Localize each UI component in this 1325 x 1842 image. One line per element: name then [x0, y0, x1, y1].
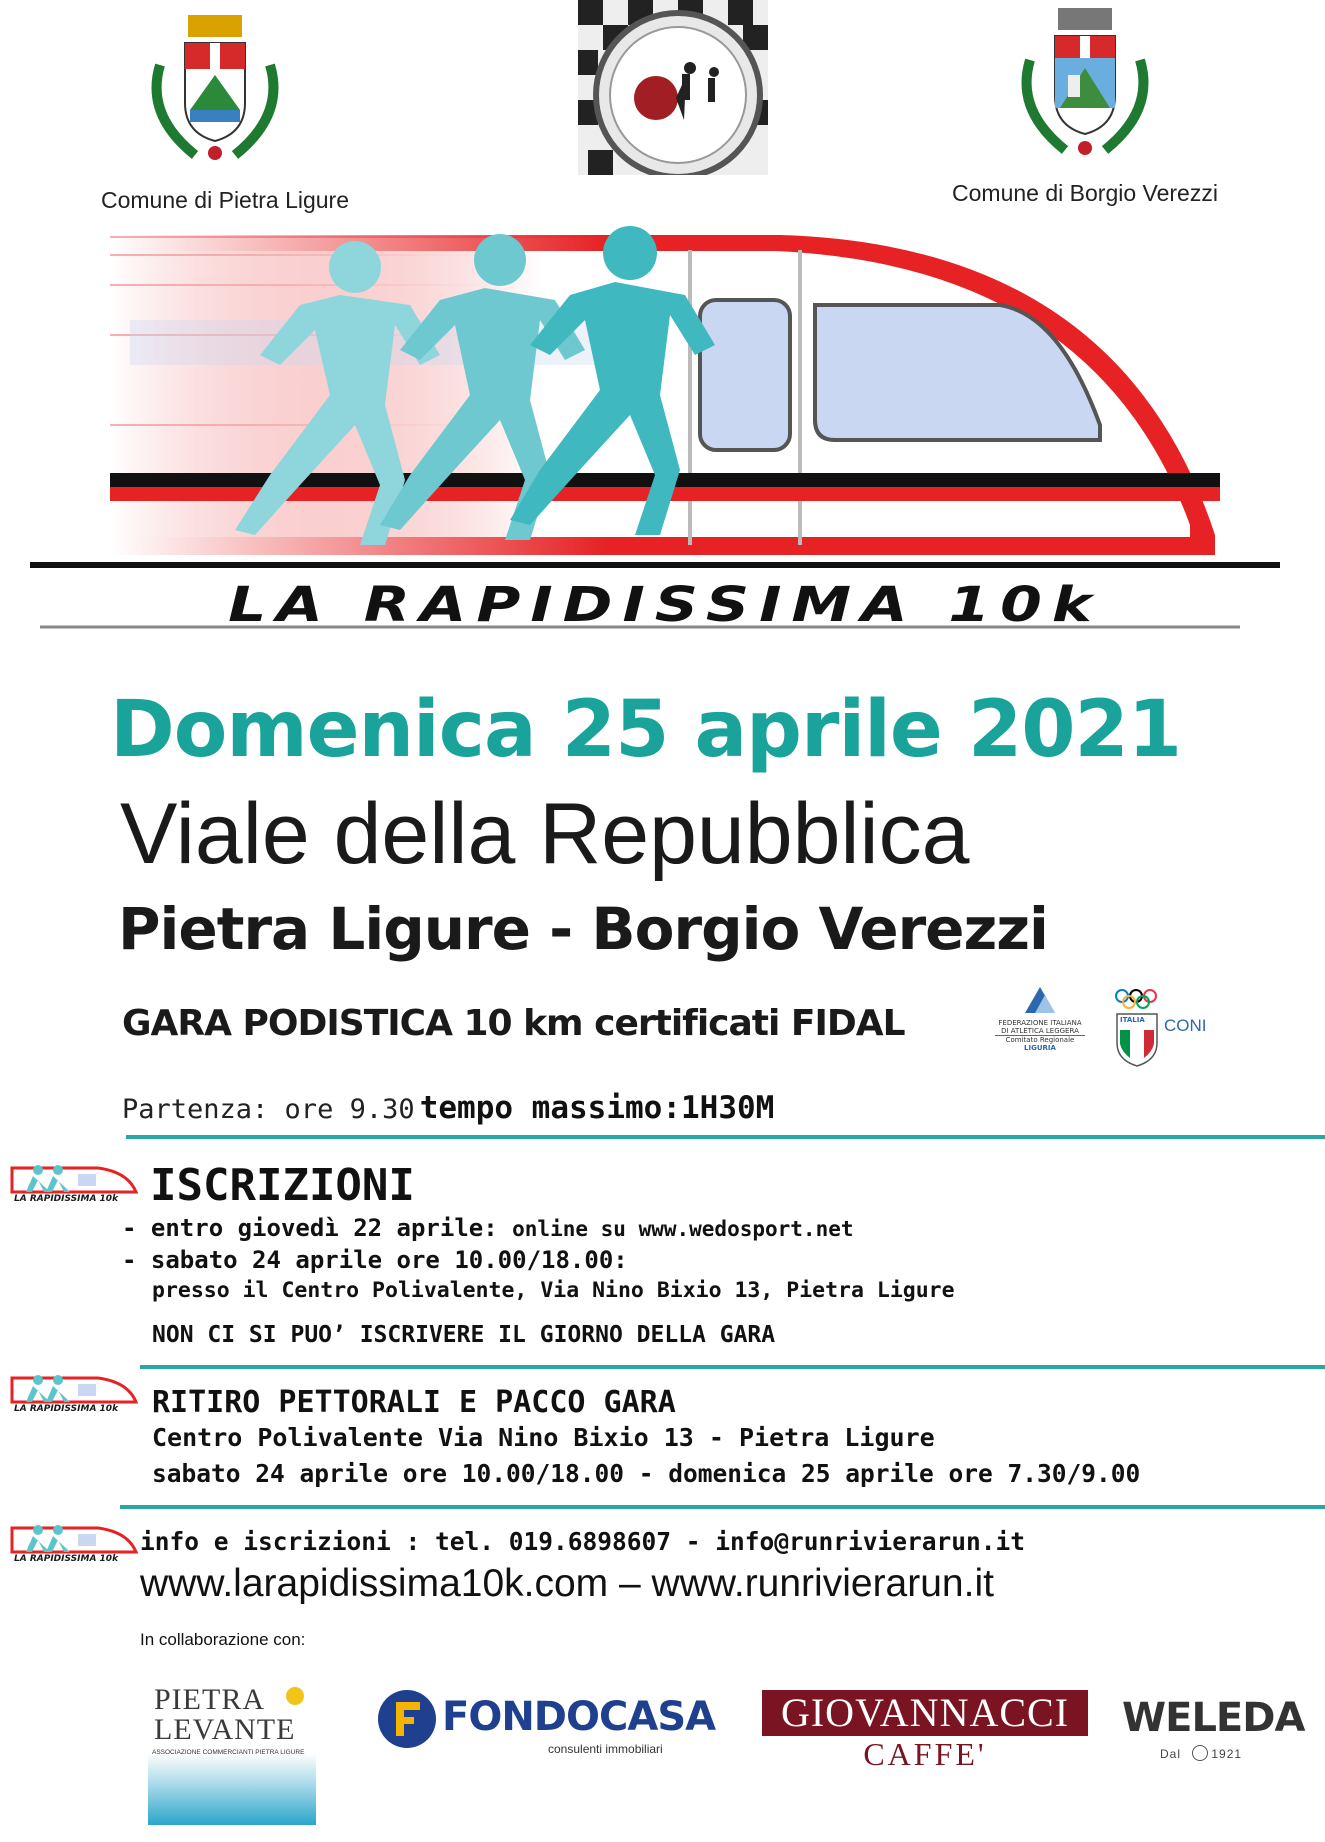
divider-1	[126, 1135, 1325, 1139]
event-date: Domenica 25 aprile 2021	[110, 685, 1182, 775]
race-description: GARA PODISTICA 10 km certificati FIDAL	[122, 1003, 905, 1044]
crest-borgio-verezzi	[1010, 0, 1160, 160]
divider-3	[120, 1505, 1325, 1509]
mini-logo-2: LA RAPIDISSIMA 10k	[8, 1372, 138, 1420]
start-info: Partenza: ore 9.30 tempo massimo:1H30M	[122, 1090, 775, 1126]
fondocasa-emblem-icon	[378, 1690, 436, 1748]
event-street: Viale della Repubblica	[120, 786, 970, 882]
mini-logo-1: LA RAPIDISSIMA 10k	[8, 1162, 138, 1210]
iscrizioni-line-1: - entro giovedì 22 aprile: online su www.wedosport.net	[122, 1214, 854, 1242]
websites-line: www.larapidissima10k.com – www.runrivierarun.it	[140, 1562, 994, 1605]
fidal-logo: FEDERAZIONE ITALIANA DI ATLETICA LEGGERA Comitato Regionale LIGURIA	[995, 985, 1085, 1055]
iscrizioni-line-2: - sabato 24 aprile ore 10.00/18.00:	[122, 1246, 628, 1274]
ritiro-place: Centro Polivalente Via Nino Bixio 13 - Pietra Ligure	[152, 1423, 935, 1452]
crest-label-borgio: Comune di Borgio Verezzi	[952, 180, 1218, 206]
sponsor-pietra-levante: PIETRA LEVANTE ASSOCIAZIONE COMMERCIANTI PIETRA LIGURE	[148, 1665, 316, 1825]
divider-2	[140, 1365, 1325, 1369]
badge-runrivierarun	[578, 0, 768, 175]
sun-icon	[286, 1687, 304, 1705]
sponsor-giovannacci: GIOVANNACCI CAFFE'	[762, 1690, 1092, 1770]
ritiro-heading: RITIRO PETTORALI E PACCO GARA	[152, 1385, 676, 1420]
collaboration-label: In collaborazione con:	[140, 1630, 306, 1649]
iscrizioni-line-3: presso il Centro Polivalente, Via Nino Bixio 13, Pietra Ligure	[152, 1278, 955, 1303]
sponsor-weleda: WELEDA Dal 1921	[1122, 1695, 1305, 1761]
crest-pietra-ligure	[140, 5, 290, 165]
iscrizioni-heading: ISCRIZIONI	[150, 1160, 415, 1211]
ritiro-times: sabato 24 aprile ore 10.00/18.00 - domenica 25 aprile ore 7.30/9.00	[152, 1459, 1141, 1488]
sponsor-fondocasa: FONDOCASA consulenti immobiliari	[378, 1690, 708, 1760]
event-title-logo: LA RAPIDISSIMA 10k	[228, 577, 1102, 633]
crest-label-pietra: Comune di Pietra Ligure	[100, 187, 350, 213]
event-towns: Pietra Ligure - Borgio Verezzi	[118, 895, 1048, 963]
mini-logo-3: LA RAPIDISSIMA 10k	[8, 1522, 138, 1570]
coni-logo: ITALIA CONI	[1112, 988, 1222, 1068]
iscrizioni-note: NON CI SI PUO’ ISCRIVERE IL GIORNO DELLA GARA	[152, 1322, 776, 1348]
contact-line: info e iscrizioni : tel. 019.6898607 - info@runrivierarun.it	[140, 1527, 1026, 1556]
olympic-rings-icon	[1116, 990, 1156, 1008]
